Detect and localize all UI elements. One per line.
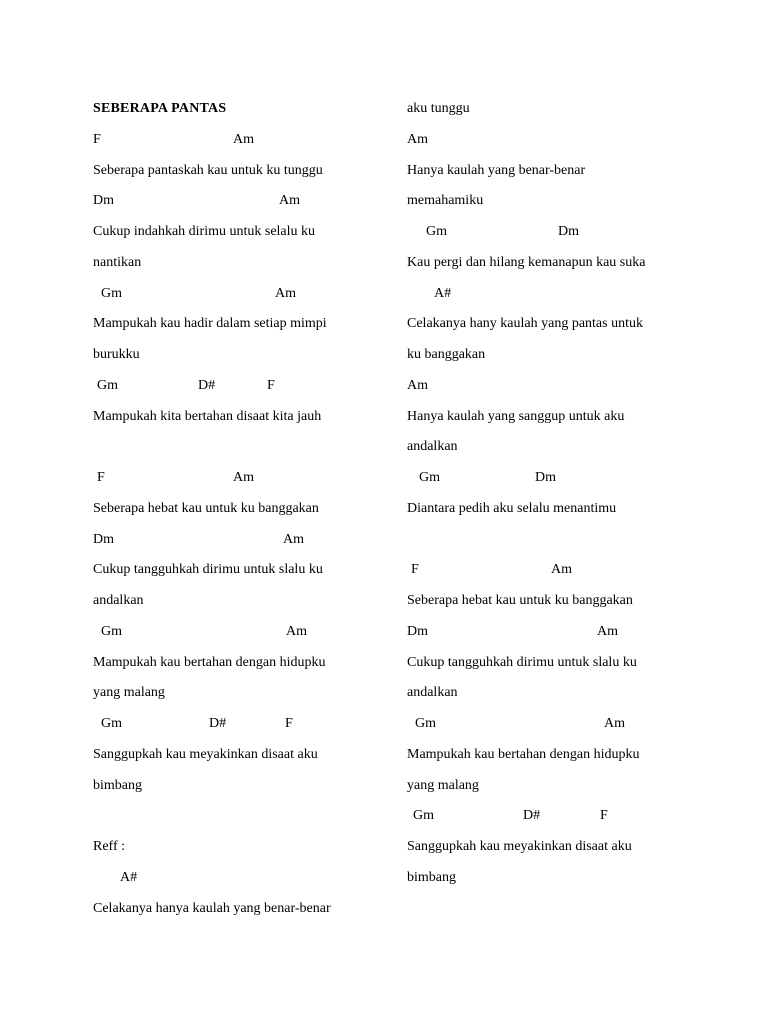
chord-line — [93, 622, 383, 653]
lyric-line — [93, 776, 383, 807]
blank-line — [407, 530, 707, 561]
lyric-text: andalkan — [407, 439, 458, 455]
blank-line — [93, 806, 383, 837]
lyric-text: Cukup tangguhkah dirimu untuk slalu ku — [407, 654, 637, 670]
chord-am: Am — [279, 193, 300, 209]
chord-am: Am — [407, 131, 428, 147]
chord-line — [407, 560, 707, 591]
lyric-text: Mampukah kau bertahan dengan hidupku — [93, 654, 326, 670]
lyric-line — [93, 314, 383, 345]
chord-gm: Gm — [413, 808, 434, 824]
chord-dsharp: D# — [198, 377, 216, 393]
lyric-text: Hanya kaulah yang sanggup untuk aku — [407, 408, 625, 424]
chord-line — [407, 222, 707, 253]
lyric-text: andalkan — [407, 685, 458, 701]
lyric-line — [93, 591, 383, 622]
chord-f: F — [285, 716, 293, 731]
chord-f: F — [97, 470, 105, 485]
lyric-line — [407, 407, 707, 438]
lyric-text: Seberapa hebat kau untuk ku banggakan — [93, 500, 319, 516]
chord-gm: Gm — [101, 716, 122, 731]
lyric-text: Seberapa pantaskah kau untuk ku tunggu — [93, 162, 323, 178]
chord-line — [407, 622, 707, 653]
lyric-line — [407, 745, 707, 776]
lyric-line — [407, 868, 707, 899]
chord-line — [93, 468, 383, 499]
chord-dsharp: D# — [523, 808, 541, 824]
chord-line — [93, 191, 383, 222]
chord-line — [93, 868, 383, 899]
lyric-line — [93, 222, 383, 253]
lyric-text: Kau pergi dan hilang kemanapun kau suka — [407, 254, 646, 270]
chord-gm: Gm — [101, 623, 122, 639]
lyric-text: burukku — [93, 347, 140, 362]
chord-dm: Dm — [93, 531, 114, 547]
lyric-text: Sanggupkah kau meyakinkan disaat aku — [93, 746, 318, 762]
chord-am: Am — [233, 131, 254, 147]
chord-am: Am — [283, 531, 304, 547]
chord-f: F — [600, 808, 608, 824]
chord-f: F — [93, 131, 101, 147]
lyric-line — [93, 253, 383, 284]
chord-line — [407, 806, 707, 837]
chord-gm: Gm — [101, 285, 122, 301]
reff-label: Reff : — [93, 839, 126, 854]
right-column — [407, 99, 707, 899]
chord-line — [407, 468, 707, 499]
chord-gm: Gm — [97, 377, 118, 393]
chord-f: F — [411, 562, 419, 578]
chord-line — [93, 376, 383, 407]
section-label-line — [93, 837, 383, 868]
chord-dm: Dm — [93, 193, 114, 209]
chord-am: Am — [286, 623, 307, 639]
lyric-text: ku banggakan — [407, 347, 486, 362]
lyric-line — [407, 776, 707, 807]
chord-line — [93, 284, 383, 315]
lyric-text: Cukup indahkah dirimu untuk selalu ku — [93, 224, 316, 239]
lyric-text: bimbang — [407, 869, 456, 885]
lyric-line — [407, 437, 707, 468]
chord-line — [93, 130, 383, 161]
chord-am: Am — [407, 377, 428, 393]
lyric-text: Mampukah kau bertahan dengan hidupku — [407, 746, 640, 762]
lyric-text: Celakanya hanya kaulah yang benar-benar — [93, 900, 331, 916]
chord-dsharp: D# — [209, 716, 227, 731]
lyric-line — [93, 899, 383, 930]
chord-asharp: A# — [434, 285, 452, 301]
lyric-line — [93, 683, 383, 714]
lyric-text: Cukup tangguhkah dirimu untuk slalu ku — [93, 562, 323, 578]
lyric-text: Seberapa hebat kau untuk ku banggakan — [407, 593, 633, 608]
chord-gm: Gm — [426, 224, 447, 239]
title-line — [93, 99, 383, 130]
lyric-line — [407, 253, 707, 284]
chord-asharp: A# — [120, 869, 138, 885]
lyric-line — [407, 191, 707, 222]
chord-am: Am — [597, 623, 618, 639]
lyric-text: yang malang — [407, 777, 479, 793]
lyric-text: memahamiku — [407, 193, 484, 209]
song-title: SEBERAPA PANTAS — [93, 101, 227, 116]
lyric-text: Sanggupkah kau meyakinkan disaat aku — [407, 839, 632, 854]
chord-am: Am — [551, 562, 572, 578]
lyric-text: Mampukah kita bertahan disaat kita jauh — [93, 408, 322, 424]
chord-f: F — [267, 377, 275, 393]
lyric-line — [93, 653, 383, 684]
chord-dm: Dm — [535, 470, 556, 485]
lyric-line — [407, 99, 707, 130]
chord-gm: Gm — [419, 470, 440, 485]
lyric-text: Hanya kaulah yang benar-benar — [407, 162, 586, 178]
chord-am: Am — [275, 285, 296, 301]
chord-dm: Dm — [407, 623, 428, 639]
chord-am: Am — [604, 716, 625, 731]
blank-line — [93, 437, 383, 468]
chord-line — [407, 376, 707, 407]
chord-gm: Gm — [415, 716, 436, 731]
chord-dm: Dm — [558, 224, 579, 239]
lyric-text: nantikan — [93, 254, 142, 270]
lyric-line — [407, 314, 707, 345]
lyric-line — [407, 499, 707, 530]
lyric-text: Diantara pedih aku selalu menantimu — [407, 500, 617, 516]
lyric-line — [407, 683, 707, 714]
lyric-line — [407, 161, 707, 192]
chord-line — [93, 714, 383, 745]
lyric-line — [93, 560, 383, 591]
lyric-text: bimbang — [93, 777, 142, 793]
lyric-text: andalkan — [93, 593, 144, 608]
chord-am: Am — [233, 470, 254, 485]
lyric-line — [93, 499, 383, 530]
lyric-text: Celakanya hany kaulah yang pantas untuk — [407, 316, 643, 332]
lyric-line — [407, 653, 707, 684]
left-column — [93, 99, 383, 929]
lyric-line — [93, 161, 383, 192]
chord-line — [407, 714, 707, 745]
lyric-line — [407, 591, 707, 622]
lyric-line — [407, 837, 707, 868]
lyric-text: yang malang — [93, 685, 165, 701]
lyric-line — [93, 745, 383, 776]
lyric-line — [93, 345, 383, 376]
chord-line — [407, 130, 707, 161]
lyric-line — [407, 345, 707, 376]
chord-line — [407, 284, 707, 315]
lyric-text: aku tunggu — [407, 101, 470, 116]
lyric-text: Mampukah kau hadir dalam setiap mimpi — [93, 316, 327, 332]
chord-line — [93, 530, 383, 561]
lyric-line — [93, 407, 383, 438]
